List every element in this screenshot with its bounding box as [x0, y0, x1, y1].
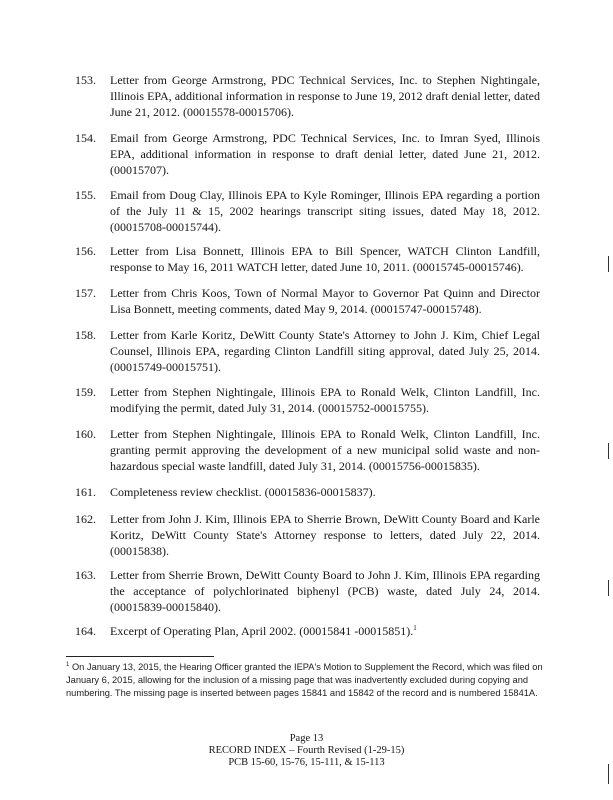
entry-number: 153. [75, 73, 96, 87]
footnote-text: On January 13, 2015, the Hearing Officer granted the IEPA's Motion to Supplement the Record, which was filed on January 6, 2015, allowing for the inclusion of a missing page that was inadvertently excluded during copying and numbering. The missing page is inserted between pages 15841 and 15842 of the record and is numbered 15841A. [66, 662, 543, 698]
footer-page-number: Page 13 [289, 733, 324, 744]
entry-number: 164. [75, 624, 96, 638]
footnote-divider [66, 656, 214, 657]
entry-text: Letter from Stephen Nightingale, Illinois EPA to Ronald Welk, Clinton Landfill, Inc. granting permit approving the development of a new municipal solid waste and non-hazardous special waste landfill, dated July 31, 2014. (00015756-00015835). [110, 427, 540, 473]
entry-number: 163. [75, 568, 96, 582]
entry-text: Email from Doug Clay, Illinois EPA to Kyle Rominger, Illinois EPA regarding a portion of the July 11 & 15, 2002 hearings transcript siting issues, dated May 18, 2012. (00015708-00015744). [110, 188, 540, 234]
entry-text: Email from George Armstrong, PDC Technical Services, Inc. to Imran Syed, Illinois EPA, additional information in response to draft denial letter, dated June 21, 2012. (00015707). [110, 131, 540, 177]
entry-text: Letter from Sherrie Brown, DeWitt County Board to John J. Kim, Illinois EPA regarding the acceptance of polychlorinated biphenyl (PCB) waste, dated July 24, 2014. (00015839-00015840). [110, 568, 540, 614]
scan-margin-mark [608, 256, 609, 272]
entry-number: 162. [75, 512, 96, 526]
entry-number: 161. [75, 485, 96, 499]
footnote [66, 661, 544, 700]
entry-text: Letter from Karle Koritz, DeWitt County State's Attorney to John J. Kim, Chief Legal Counsel, Illinois EPA, regarding Clinton Landfill siting approval, dated July 25, 2014. (00015749-00015751). [110, 328, 540, 374]
entry-number: 159. [75, 385, 96, 399]
scan-margin-mark [608, 580, 609, 596]
footnote-reference: 1 [413, 624, 417, 632]
scan-margin-mark [608, 443, 609, 459]
entry-text: Completeness review checklist. (00015836-00015837). [110, 485, 376, 499]
entry-text: Letter from George Armstrong, PDC Technical Services, Inc. to Stephen Nightingale, Illinois EPA, additional information in response to June 19, 2012 draft denial letter, dated June 21, 2012. (00015578-00015706). [110, 73, 540, 119]
entry-number: 157. [75, 286, 96, 300]
footer-case-numbers: PCB 15-60, 15-76, 15-111, & 15-113 [228, 757, 385, 768]
entry-number: 156. [75, 244, 96, 258]
entry-number: 158. [75, 328, 96, 342]
entry-text: Letter from John J. Kim, Illinois EPA to Sherrie Brown, DeWitt County Board and Karle Koritz, DeWitt County State's Attorney response to letters, dated July 22, 2014. (00015838). [110, 512, 540, 558]
entry-number: 154. [75, 131, 96, 145]
scan-margin-mark [608, 764, 609, 784]
entry-text [110, 623, 540, 639]
entry-number: 160. [75, 427, 96, 441]
entry-text: Letter from Lisa Bonnett, Illinois EPA to Bill Spencer, WATCH Clinton Landfill, response to May 16, 2011 WATCH letter, dated June 10, 2011. (00015745-00015746). [110, 244, 540, 274]
entry-number: 155. [75, 188, 96, 202]
footnote-mark: 1 [66, 661, 70, 668]
footer-title: RECORD INDEX – Fourth Revised (1-29-15) [208, 745, 405, 756]
entry-text-content: Excerpt of Operating Plan, April 2002. (00015841 -00015851). [110, 624, 414, 638]
entry-text: Letter from Chris Koos, Town of Normal Mayor to Governor Pat Quinn and Director Lisa Bonnett, meeting comments, dated May 9, 2014. (00015747-00015748). [110, 286, 540, 316]
entry-text: Letter from Stephen Nightingale, Illinois EPA to Ronald Welk, Clinton Landfill, Inc. modifying the permit, dated July 31, 2014. (00015752-00015755). [110, 385, 540, 415]
